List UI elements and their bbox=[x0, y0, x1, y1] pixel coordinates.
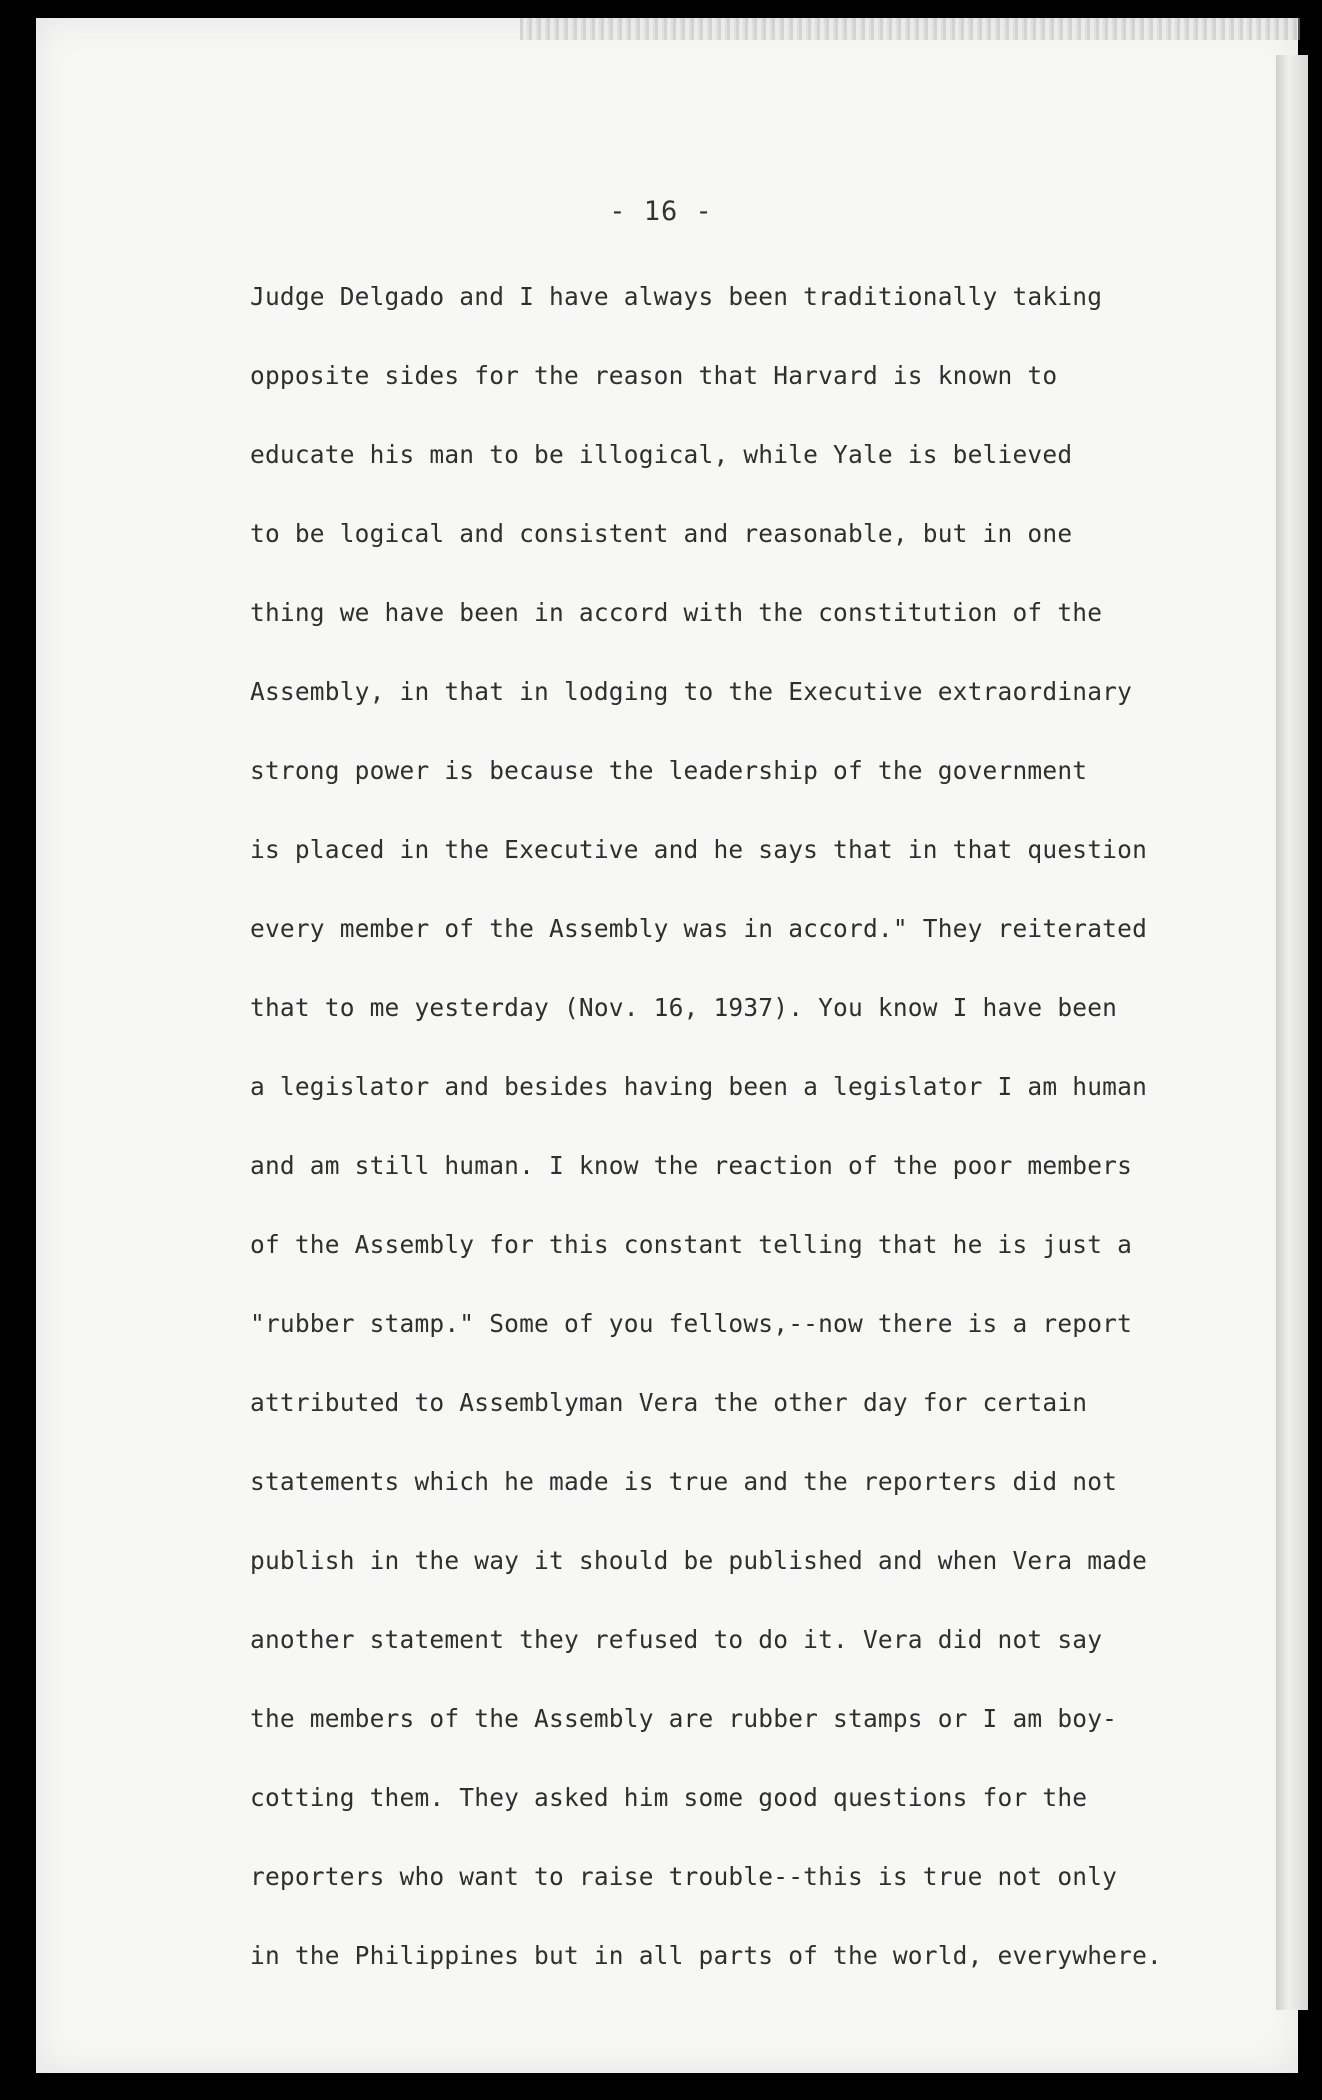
text-line: every member of the Assembly was in accord." They reiterated bbox=[250, 914, 1148, 943]
text-line: statements which he made is true and the reporters did not bbox=[250, 1467, 1118, 1496]
text-line: "rubber stamp." Some of you fellows,--now there is a report bbox=[250, 1309, 1133, 1338]
text-line: and am still human. I know the reaction of the poor members bbox=[250, 1151, 1133, 1180]
text-line: is placed in the Executive and he says that in that question bbox=[250, 835, 1148, 864]
text-line: another statement they refused to do it. Vera did not say bbox=[250, 1625, 1103, 1654]
text-line: attributed to Assemblyman Vera the other day for certain bbox=[250, 1388, 1088, 1417]
text-line: of the Assembly for this constant telling that he is just a bbox=[250, 1230, 1133, 1259]
text-line: publish in the way it should be published and when Vera made bbox=[250, 1546, 1148, 1575]
page-number: - 16 - bbox=[609, 196, 713, 227]
text-line: to be logical and consistent and reasonable, but in one bbox=[250, 519, 1073, 548]
text-line: strong power is because the leadership of the government bbox=[250, 756, 1088, 785]
text-line: that to me yesterday (Nov. 16, 1937). You know I have been bbox=[250, 993, 1118, 1022]
text-line: educate his man to be illogical, while Yale is believed bbox=[250, 440, 1073, 469]
text-line: cotting them. They asked him some good questions for the bbox=[250, 1783, 1088, 1812]
text-line: Assembly, in that in lodging to the Executive extraordinary bbox=[250, 677, 1133, 706]
text-line: opposite sides for the reason that Harvard is known to bbox=[250, 361, 1058, 390]
text-line: a legislator and besides having been a legislator I am human bbox=[250, 1072, 1148, 1101]
document-page bbox=[36, 18, 1298, 2073]
text-line: Judge Delgado and I have always been traditionally taking bbox=[250, 282, 1103, 311]
page-right-edge bbox=[1276, 55, 1308, 2010]
text-line: reporters who want to raise trouble--this is true not only bbox=[250, 1862, 1118, 1891]
text-line: in the Philippines but in all parts of the world, everywhere. bbox=[250, 1941, 1162, 1970]
page-top-edge bbox=[520, 18, 1300, 40]
text-line: the members of the Assembly are rubber stamps or I am boy- bbox=[250, 1704, 1118, 1733]
text-line: thing we have been in accord with the constitution of the bbox=[250, 598, 1103, 627]
